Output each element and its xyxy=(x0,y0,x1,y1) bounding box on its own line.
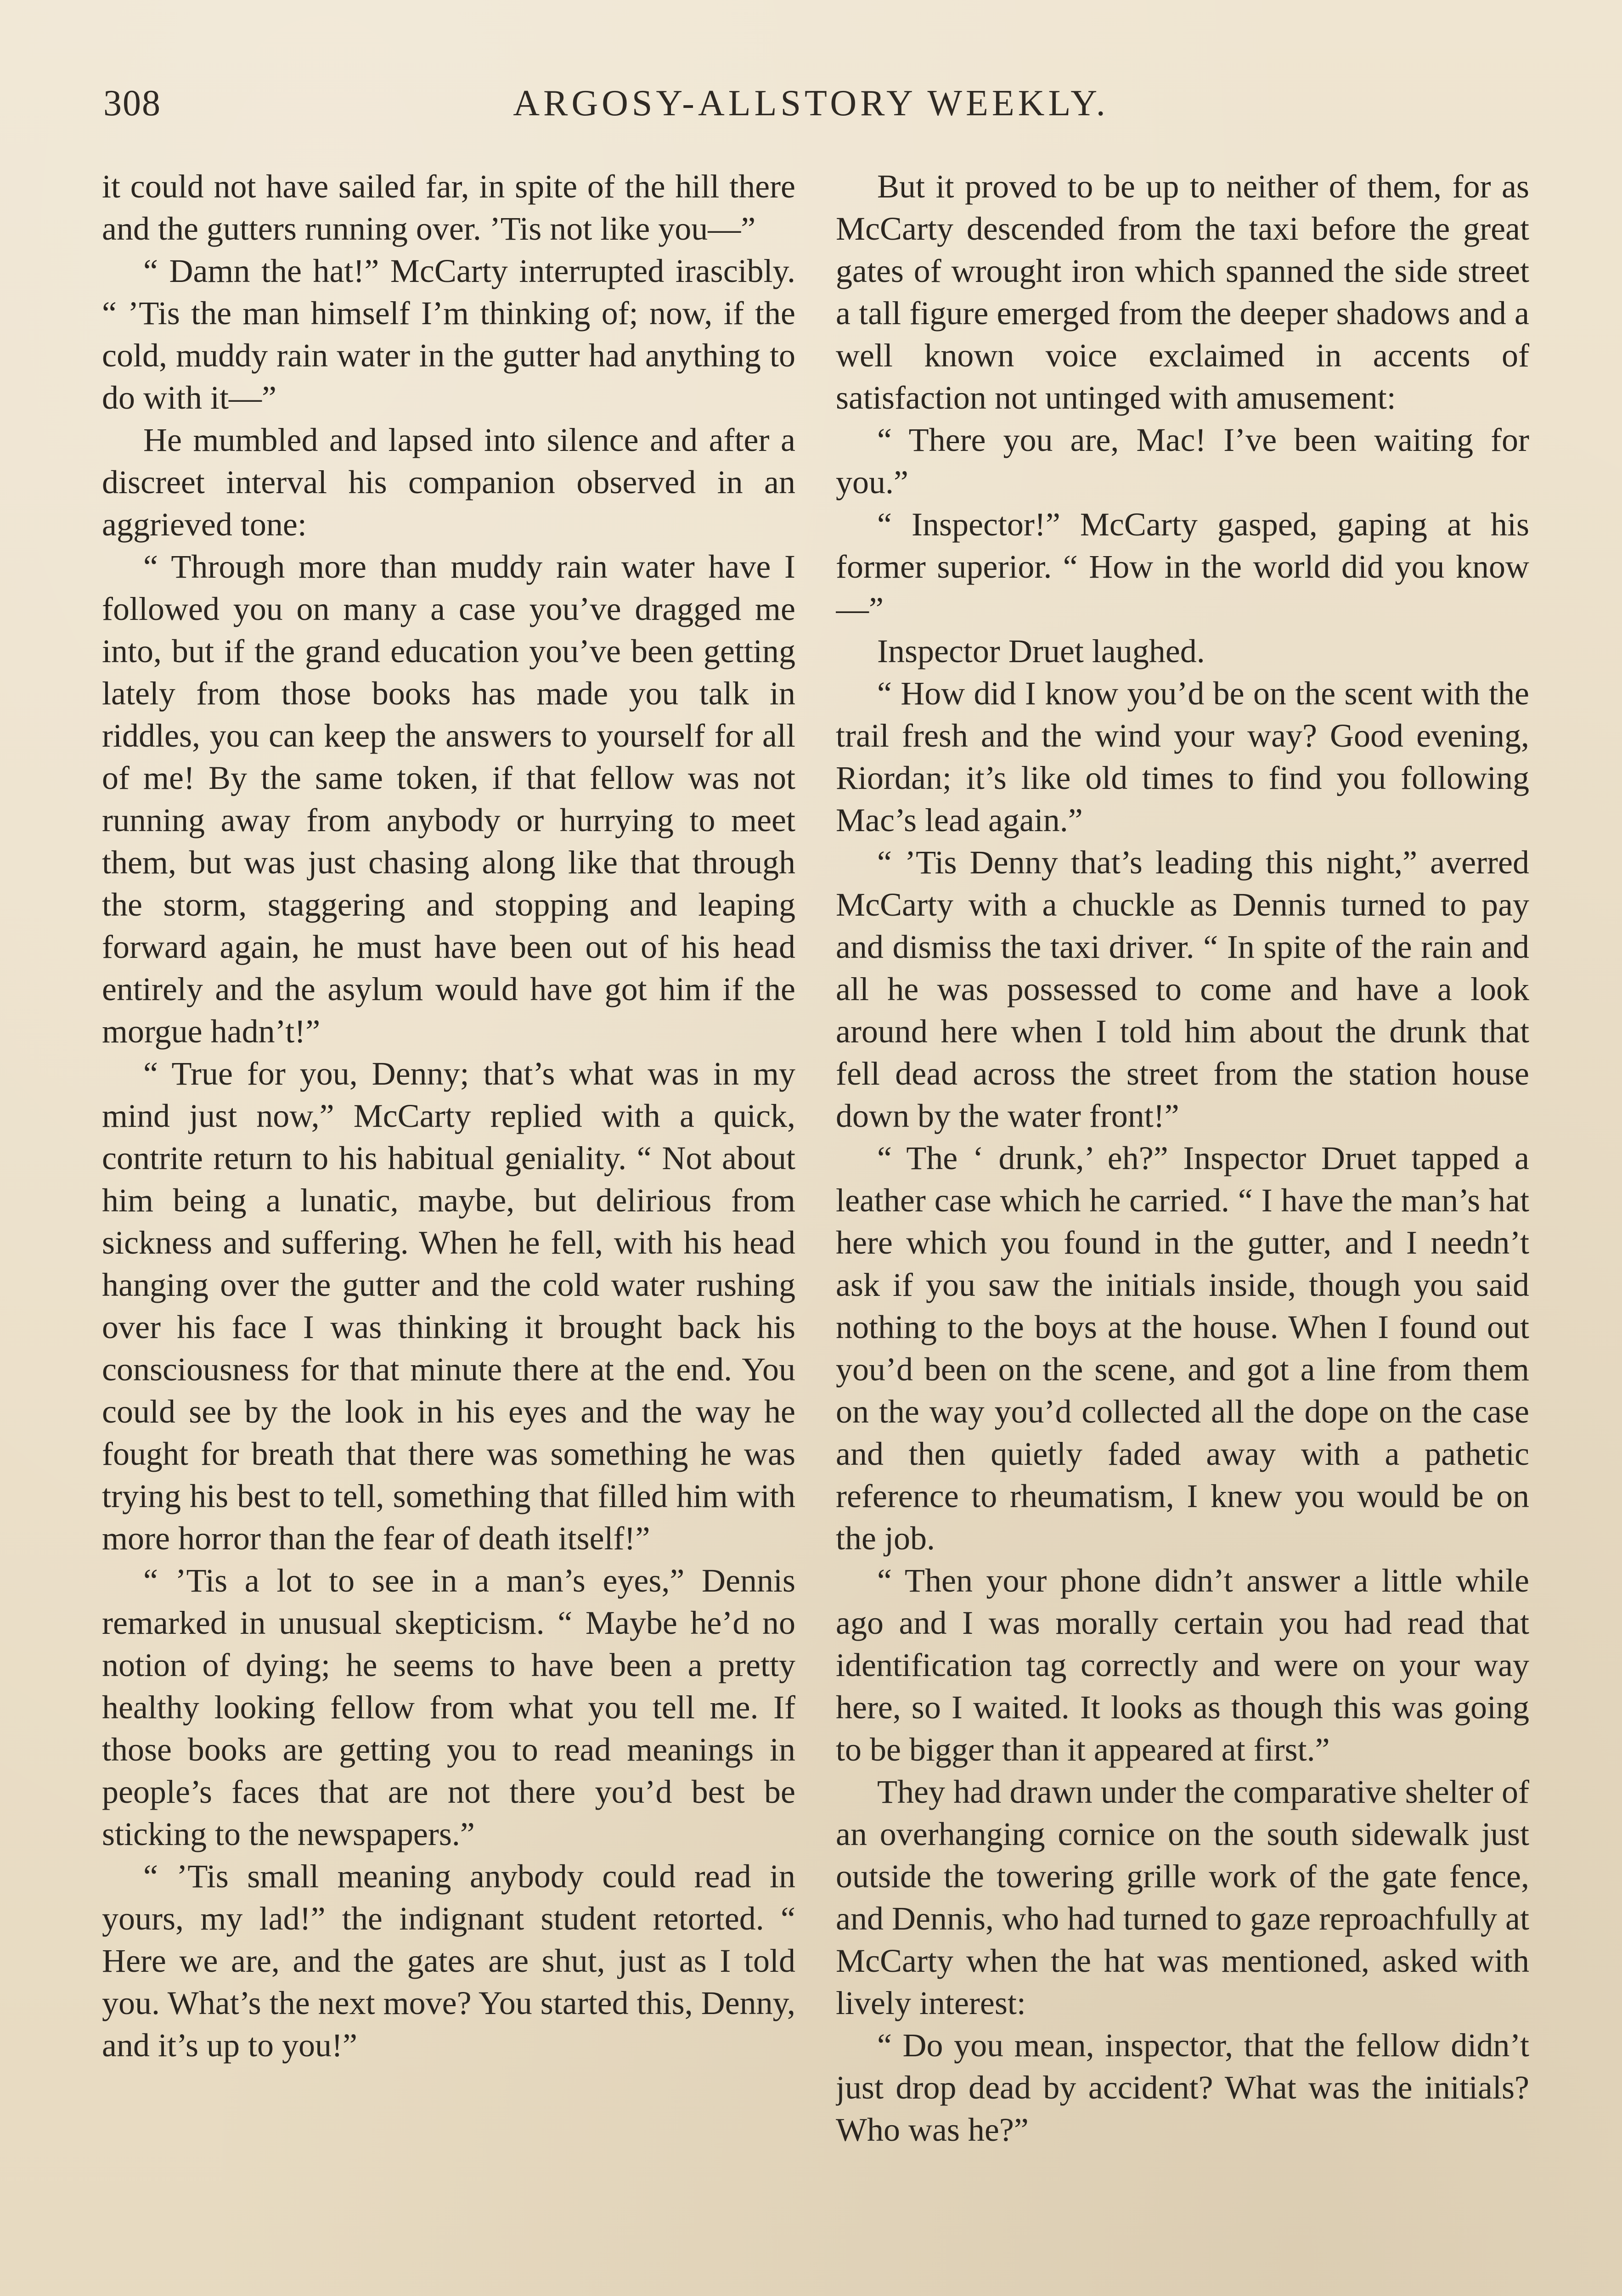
paragraph: They had drawn under the comparative shelter of an overhanging cornice on the south sidewalk just outside the towering grille work of the gate fence, and Dennis, who had turned to gaze reproachfully at McCarty when the hat was mentioned, asked with lively interest: xyxy=(836,1773,1529,2021)
paragraph: “ There you are, Mac! I’ve been waiting for you.” xyxy=(836,422,1529,501)
paragraph: He mumbled and lapsed into silence and after a discreet interval his companion observed in an aggrieved tone: xyxy=(102,422,795,543)
paragraph: “ How did I know you’d be on the scent with the trail fresh and the wind your way? Good evening, Riordan; it’s like old times to find you following Mac’s lead again.” xyxy=(836,675,1529,838)
right-text-column xyxy=(836,165,1529,2296)
paragraph: “ ’Tis Denny that’s leading this night,” averred McCarty with a chuckle as Dennis turned to pay and dismiss the taxi driver. “ In spite of the rain and all he was possessed to come and have a look around here when I told him about the drunk that fell dead across the street from the station house down by the water front!” xyxy=(836,844,1529,1134)
paragraph: But it proved to be up to neither of them, for as McCarty descended from the taxi before the great gates of wrought iron which spanned the side street a tall figure emerged from the deeper shadows and a well known voice exclaimed in accents of satisfaction not untinged with amusement: xyxy=(836,168,1529,416)
paragraph: “ Damn the hat!” McCarty interrupted irascibly. “ ’Tis the man himself I’m thinking of; now, if the cold, muddy rain water in the gutter had anything to do with it—” xyxy=(102,253,795,416)
paragraph: “ ’Tis small meaning anybody could read in yours, my lad!” the indignant student retorted. “ Here we are, and the gates are shut, just as I told you. What’s the next move? You started this, Denny, and it’s up to you!” xyxy=(102,1858,795,2064)
paragraph: Inspector Druet laughed. xyxy=(877,633,1205,670)
left-text-column xyxy=(102,165,795,2296)
page-number: 308 xyxy=(103,83,161,124)
paragraph: “ The ‘ drunk,’ eh?” Inspector Druet tapped a leather case which he carried. “ I have the man’s hat here which you found in the gutter, and I needn’t ask if you saw the initials inside, though you said nothing to the boys at the house. When I found out you’d been on the scene, and got a line from them on the way you’d collected all the dope on the case and then quietly faded away with a pathetic reference to rheumatism, I knew you would be on the job. xyxy=(836,1140,1529,1557)
page-header xyxy=(0,78,1622,138)
paragraph: “ Inspector!” McCarty gasped, gaping at his former superior. “ How in the world did you know—” xyxy=(836,506,1529,627)
paragraph: it could not have sailed far, in spite of the hill there and the gutters running over. ’Tis not like you—” xyxy=(102,168,795,247)
paragraph: “ Then your phone didn’t answer a little while ago and I was morally certain you had read that identification tag correctly and were on your way here, so I waited. It looks as though this was going to be bigger than it appeared at first.” xyxy=(836,1562,1529,1768)
paragraph: “ Do you mean, inspector, that the fellow didn’t just drop dead by accident? What was the initials? Who was he?” xyxy=(836,2027,1529,2148)
paragraph: “ ’Tis a lot to see in a man’s eyes,” Dennis remarked in unusual skepticism. “ Maybe he’d no notion of dying; he seems to have been a pretty healthy looking fellow from what you tell me. If those books are getting you to read meanings in people’s faces that are not there you’d best be sticking to the newspapers.” xyxy=(102,1562,795,1852)
running-title: ARGOSY-ALLSTORY WEEKLY. xyxy=(513,83,1109,124)
paragraph: “ True for you, Denny; that’s what was in my mind just now,” McCarty replied with a quick, contrite return to his habitual geniality. “ Not about him being a lunatic, maybe, but delirious from sickness and suffering. When he fell, with his head hanging over the gutter and the cold water rushing over his face I was thinking it brought back his consciousness for that minute there at the end. You could see by the look in his eyes and the way he fought for breath that there was something he was trying his best to tell, something that filled him with more horror than the fear of death itself!” xyxy=(102,1055,795,1557)
paragraph: “ Through more than muddy rain water have I followed you on many a case you’ve dragged me into, but if the grand education you’ve been getting lately from those books has made you talk in riddles, you can keep the answers to yourself for all of me! By the same token, if that fellow was not running away from anybody or hurrying to meet them, but was just chasing along like that through the storm, staggering and stopping and leaping forward again, he must have been out of his head entirely and the asylum would have got him if the morgue hadn’t!” xyxy=(102,548,795,1050)
